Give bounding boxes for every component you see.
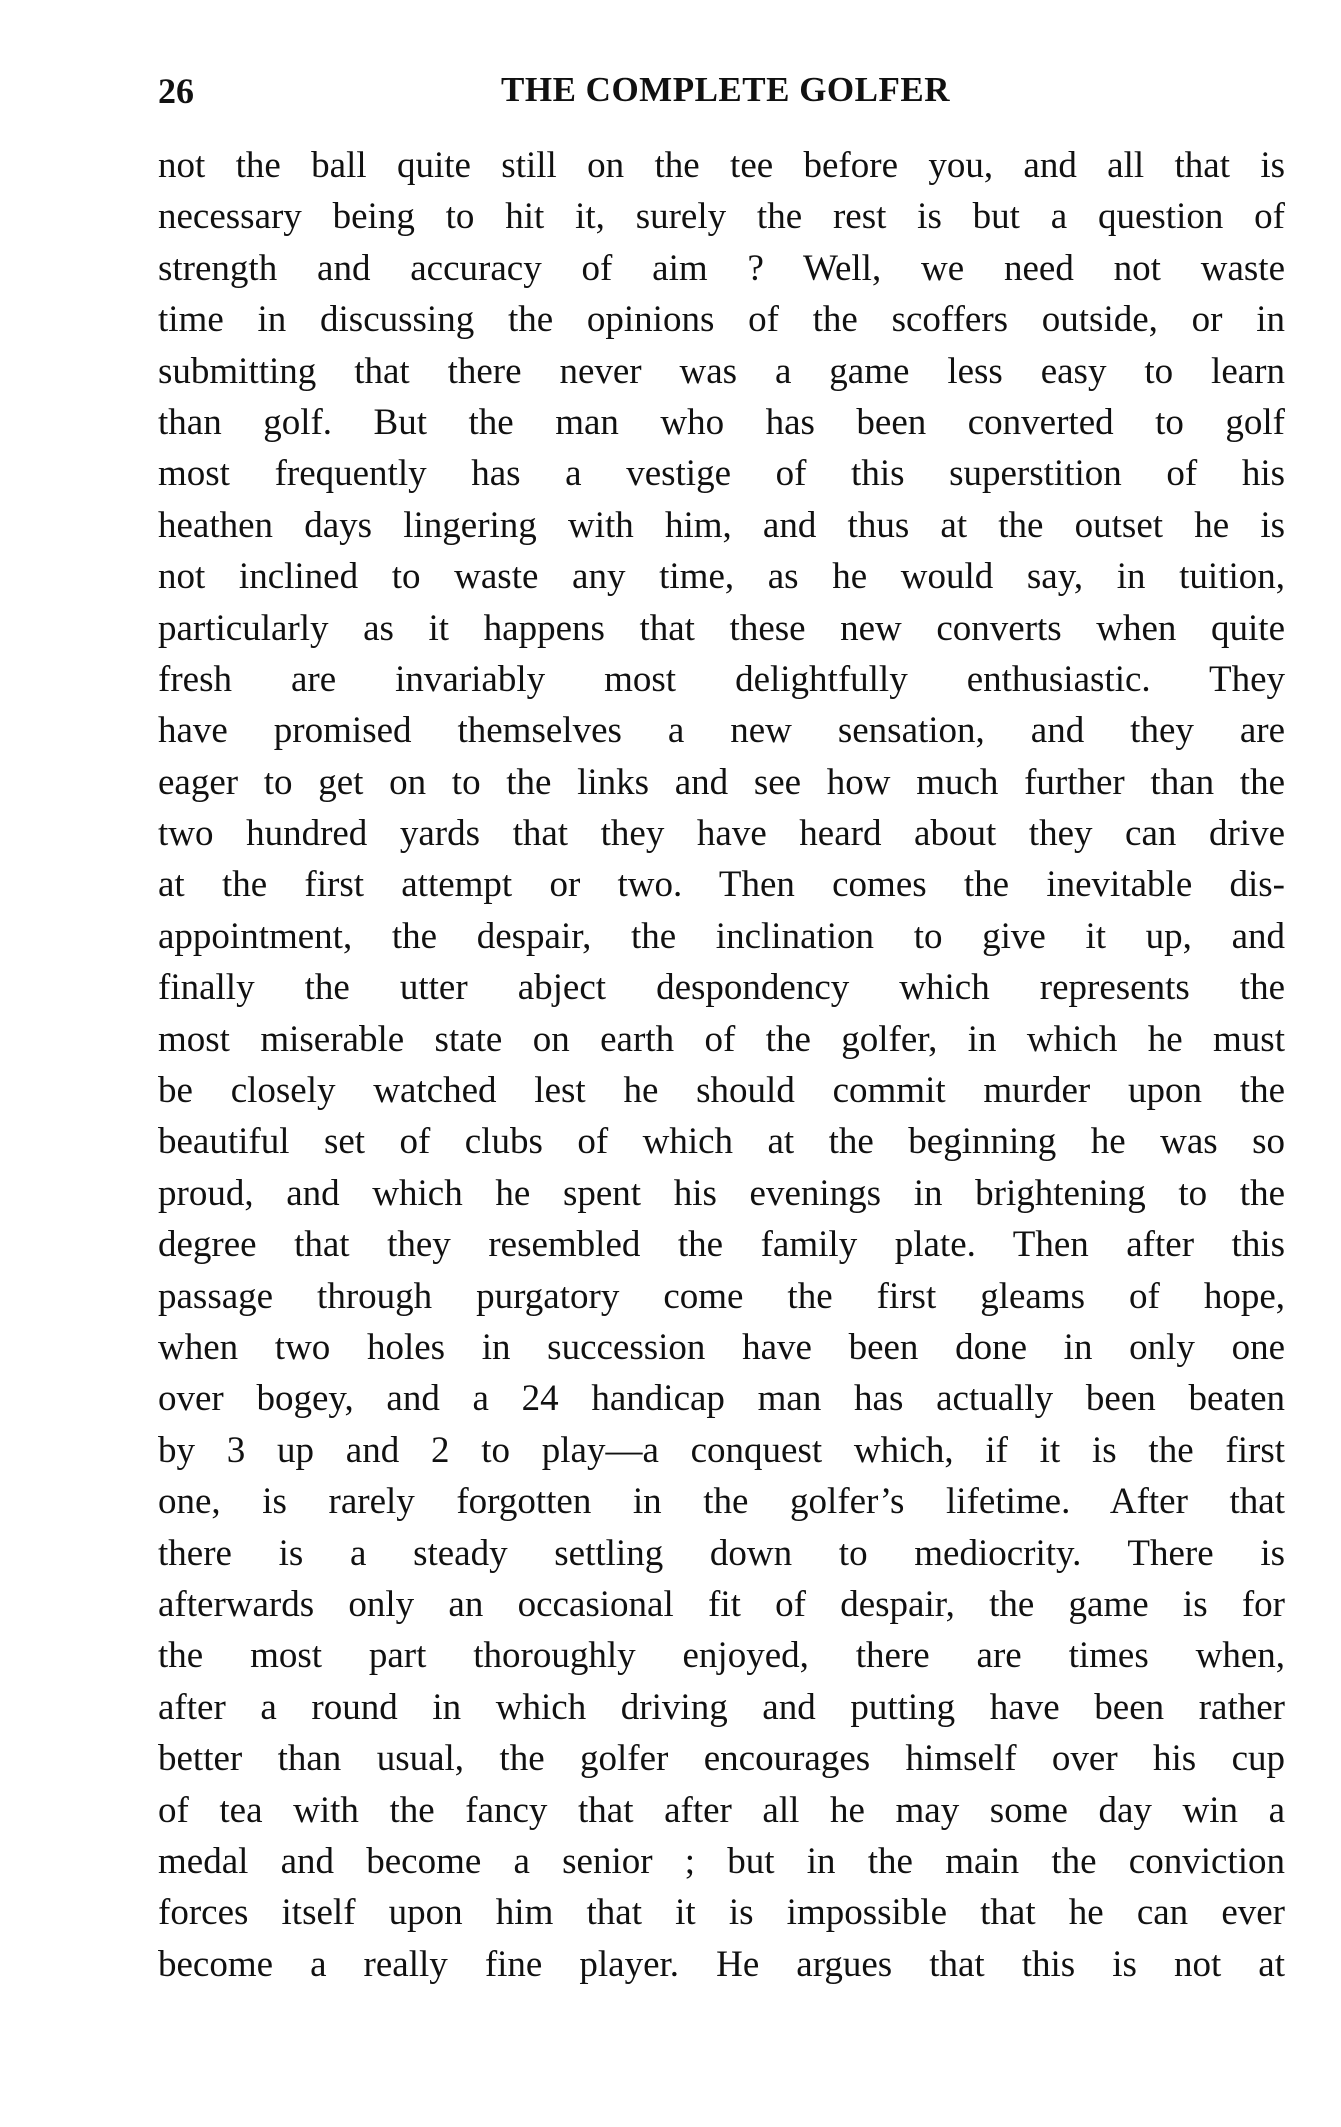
text-line-content: two hundred yards that they have heard about they can drive (158, 813, 1285, 855)
text-line (158, 654, 1285, 705)
text-line-content: most frequently has a vestige of this superstition of his (158, 453, 1285, 495)
text-line (158, 191, 1285, 242)
text-line-content: over bogey, and a 24 handicap man has actually been beaten (158, 1378, 1285, 1420)
text-line-content: not the ball quite still on the tee before you, and all that is (158, 145, 1285, 186)
text-line (158, 448, 1285, 499)
text-line-content: when two holes in succession have been done in only one (158, 1326, 1285, 1368)
text-line (158, 603, 1285, 654)
text-line (158, 705, 1285, 756)
text-line-content: eager to get on to the links and see how much further than the (158, 761, 1285, 803)
text-line-content: submitting that there never was a game less easy to learn (158, 350, 1285, 392)
text-line (158, 808, 1285, 859)
text-line (158, 1476, 1285, 1527)
text-line (158, 757, 1285, 808)
text-line (158, 1425, 1285, 1476)
running-title: THE COMPLETE GOLFER (501, 70, 950, 109)
text-line-content: than golf. But the man who has been converted to golf (158, 401, 1285, 443)
text-line-content: finally the utter abject despondency which represents the (158, 967, 1285, 1009)
text-line (158, 1528, 1285, 1579)
text-line-content: fresh are invariably most delightfully enthusiastic. They (158, 658, 1285, 700)
text-line-content: beautiful set of clubs of which at the beginning he was so (158, 1121, 1285, 1163)
page-header (158, 70, 1285, 120)
text-line (158, 243, 1285, 294)
text-line-content: after a round in which driving and putting have been rather (158, 1686, 1285, 1728)
text-line (158, 1271, 1285, 1322)
text-line-content: appointment, the despair, the inclination to give it up, and (158, 915, 1285, 957)
text-line (158, 1579, 1285, 1630)
text-line (158, 859, 1285, 910)
text-line-content: proud, and which he spent his evenings in brightening to the (158, 1172, 1285, 1214)
text-line-content: particularly as it happens that these new converts when quite (158, 607, 1285, 649)
page-number: 26 (158, 71, 194, 111)
text-line (158, 1219, 1285, 1270)
text-line (158, 1116, 1285, 1167)
text-line-content: be closely watched lest he should commit murder upon the (158, 1070, 1285, 1112)
text-line (158, 962, 1285, 1013)
text-line-content: not inclined to waste any time, as he would say, in tuition, (158, 556, 1285, 598)
text-line (158, 1630, 1285, 1681)
text-line (158, 911, 1285, 962)
text-line-content: degree that they resembled the family plate. Then after this (158, 1224, 1285, 1266)
text-line (158, 1168, 1285, 1219)
text-line-content: most miserable state on earth of the golfer, in which he must (158, 1018, 1285, 1060)
text-line (158, 1065, 1285, 1116)
text-line-content: the most part thoroughly enjoyed, there are times when, (158, 1635, 1285, 1677)
text-line-content: have promised themselves a new sensation, and they are (158, 710, 1285, 752)
text-line (158, 1785, 1285, 1836)
text-line-content: become a really fine player. He argues that this is not at (158, 1943, 1285, 1985)
text-line-content: one, is rarely forgotten in the golfer’s lifetime. After that (158, 1481, 1285, 1523)
text-line-content: strength and accuracy of aim ? Well, we need not waste (158, 247, 1285, 289)
text-line (158, 1939, 1285, 1990)
text-line (158, 1733, 1285, 1784)
text-line-content: passage through purgatory come the first gleams of hope, (158, 1275, 1285, 1317)
text-line-content: time in discussing the opinions of the scoffers outside, or in (158, 299, 1285, 341)
text-line (158, 346, 1285, 397)
text-line-content: forces itself upon him that it is impossible that he can ever (158, 1892, 1285, 1934)
text-line-content: better than usual, the golfer encourages himself over his cup (158, 1738, 1285, 1780)
text-line (158, 140, 1285, 191)
text-line-content: by 3 up and 2 to play—a conquest which, if it is the first (158, 1429, 1285, 1471)
text-line-content: of tea with the fancy that after all he may some day win a (158, 1789, 1285, 1831)
text-line (158, 397, 1285, 448)
body-text (158, 140, 1285, 1990)
text-line-content: heathen days lingering with him, and thus at the outset he is (158, 504, 1285, 546)
text-line (158, 1373, 1285, 1424)
text-line (158, 1014, 1285, 1065)
text-line (158, 1836, 1285, 1887)
text-line-content: medal and become a senior ; but in the main the conviction (158, 1840, 1285, 1882)
text-line-content: there is a steady settling down to mediocrity. There is (158, 1532, 1285, 1574)
text-line-content: afterwards only an occasional fit of despair, the game is for (158, 1583, 1285, 1625)
text-line (158, 1322, 1285, 1373)
text-line (158, 294, 1285, 345)
text-line-content: necessary being to hit it, surely the rest is but a question of (158, 196, 1285, 238)
text-line (158, 1887, 1285, 1938)
text-line (158, 500, 1285, 551)
text-line (158, 1682, 1285, 1733)
text-line-content: at the first attempt or two. Then comes the inevitable dis- (158, 864, 1285, 906)
text-line (158, 551, 1285, 602)
